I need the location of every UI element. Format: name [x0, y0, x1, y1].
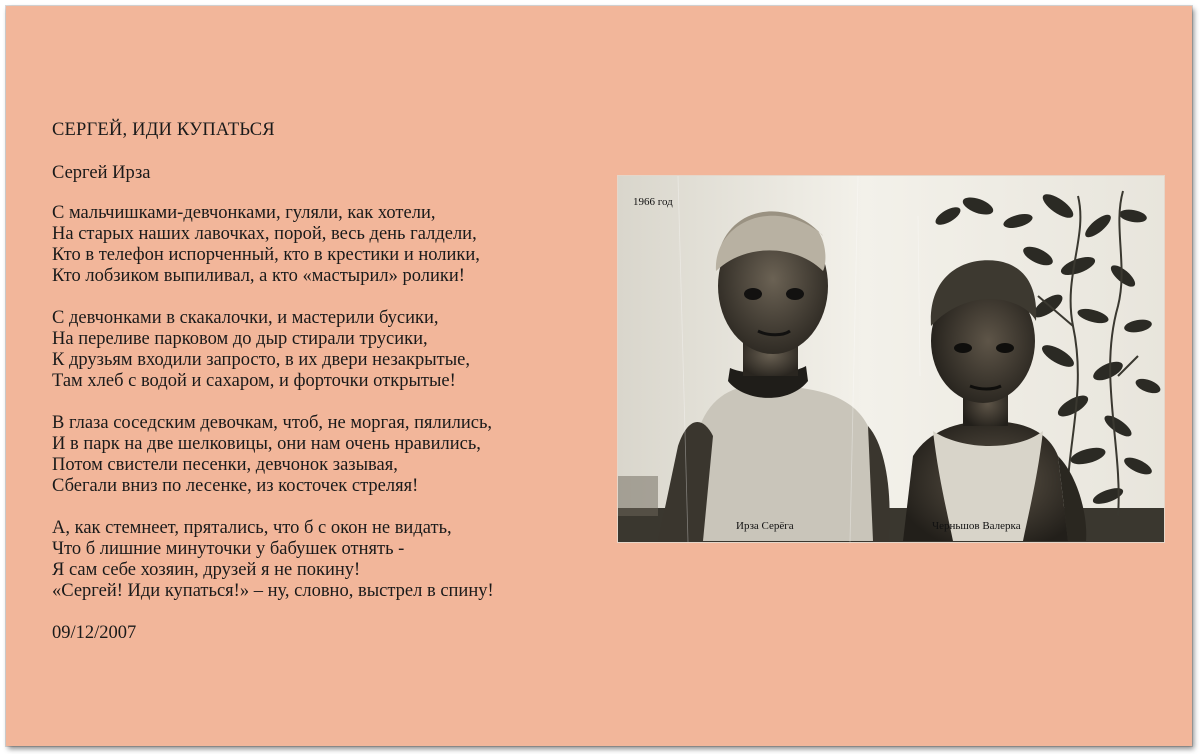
stanza [52, 203, 494, 287]
poem-line: Кто в телефон испорченный, кто в крестики и нолики, [52, 245, 480, 265]
poem-title: СЕРГЕЙ, ИДИ КУПАТЬСЯ [52, 120, 275, 140]
poem-date: 09/12/2007 [52, 623, 137, 643]
photo-left-caption: Ирза Серёга [736, 520, 794, 532]
poem-line: На переливе парковом до дыр стирали трусики, [52, 329, 428, 349]
poem-line: К друзьям входили запросто, в их двери незакрытые, [52, 350, 471, 370]
poem-line: Там хлеб с водой и сахаром, и форточки открытые! [52, 371, 456, 391]
poem-block [52, 120, 494, 663]
poem-line: А, как стемнеет, прятались, что б с окон не видать, [52, 518, 452, 538]
poem-author: Сергей Ирза [52, 163, 151, 183]
poem-line: На старых наших лавочках, порой, весь день галдели, [52, 224, 477, 244]
photo-year-caption: 1966 год [633, 196, 673, 208]
poem-line: С девчонками в скакалочки, и мастерили бусики, [52, 308, 439, 328]
vintage-photo [618, 176, 1164, 542]
poem-stanzas [52, 203, 494, 602]
stanza [52, 308, 494, 392]
photo-illustration [618, 176, 1164, 542]
poem-line: И в парк на две шелковицы, они нам очень нравились, [52, 434, 481, 454]
poem-line: Что б лишние минуточки у бабушек отнять - [52, 539, 405, 559]
poem-line: С мальчишками-девчонками, гуляли, как хотели, [52, 203, 436, 223]
poem-line: Кто лобзиком выпиливал, а кто «мастырил» ролики! [52, 266, 465, 286]
photo-right-caption: Черньшов Валерка [932, 520, 1021, 532]
poem-line: Сбегали вниз по лесенке, из косточек стреляя! [52, 476, 419, 496]
poem-line: «Сергей! Иди купаться!» – ну, словно, выстрел в спину! [52, 581, 494, 601]
stanza [52, 413, 494, 497]
poem-line: Я сам себе хозяин, друзей я не покину! [52, 560, 361, 580]
poem-line: Потом свистели песенки, девчонок зазывая, [52, 455, 398, 475]
poem-line: В глаза соседским девочкам, чтоб, не моргая, пялились, [52, 413, 493, 433]
stanza [52, 518, 494, 602]
